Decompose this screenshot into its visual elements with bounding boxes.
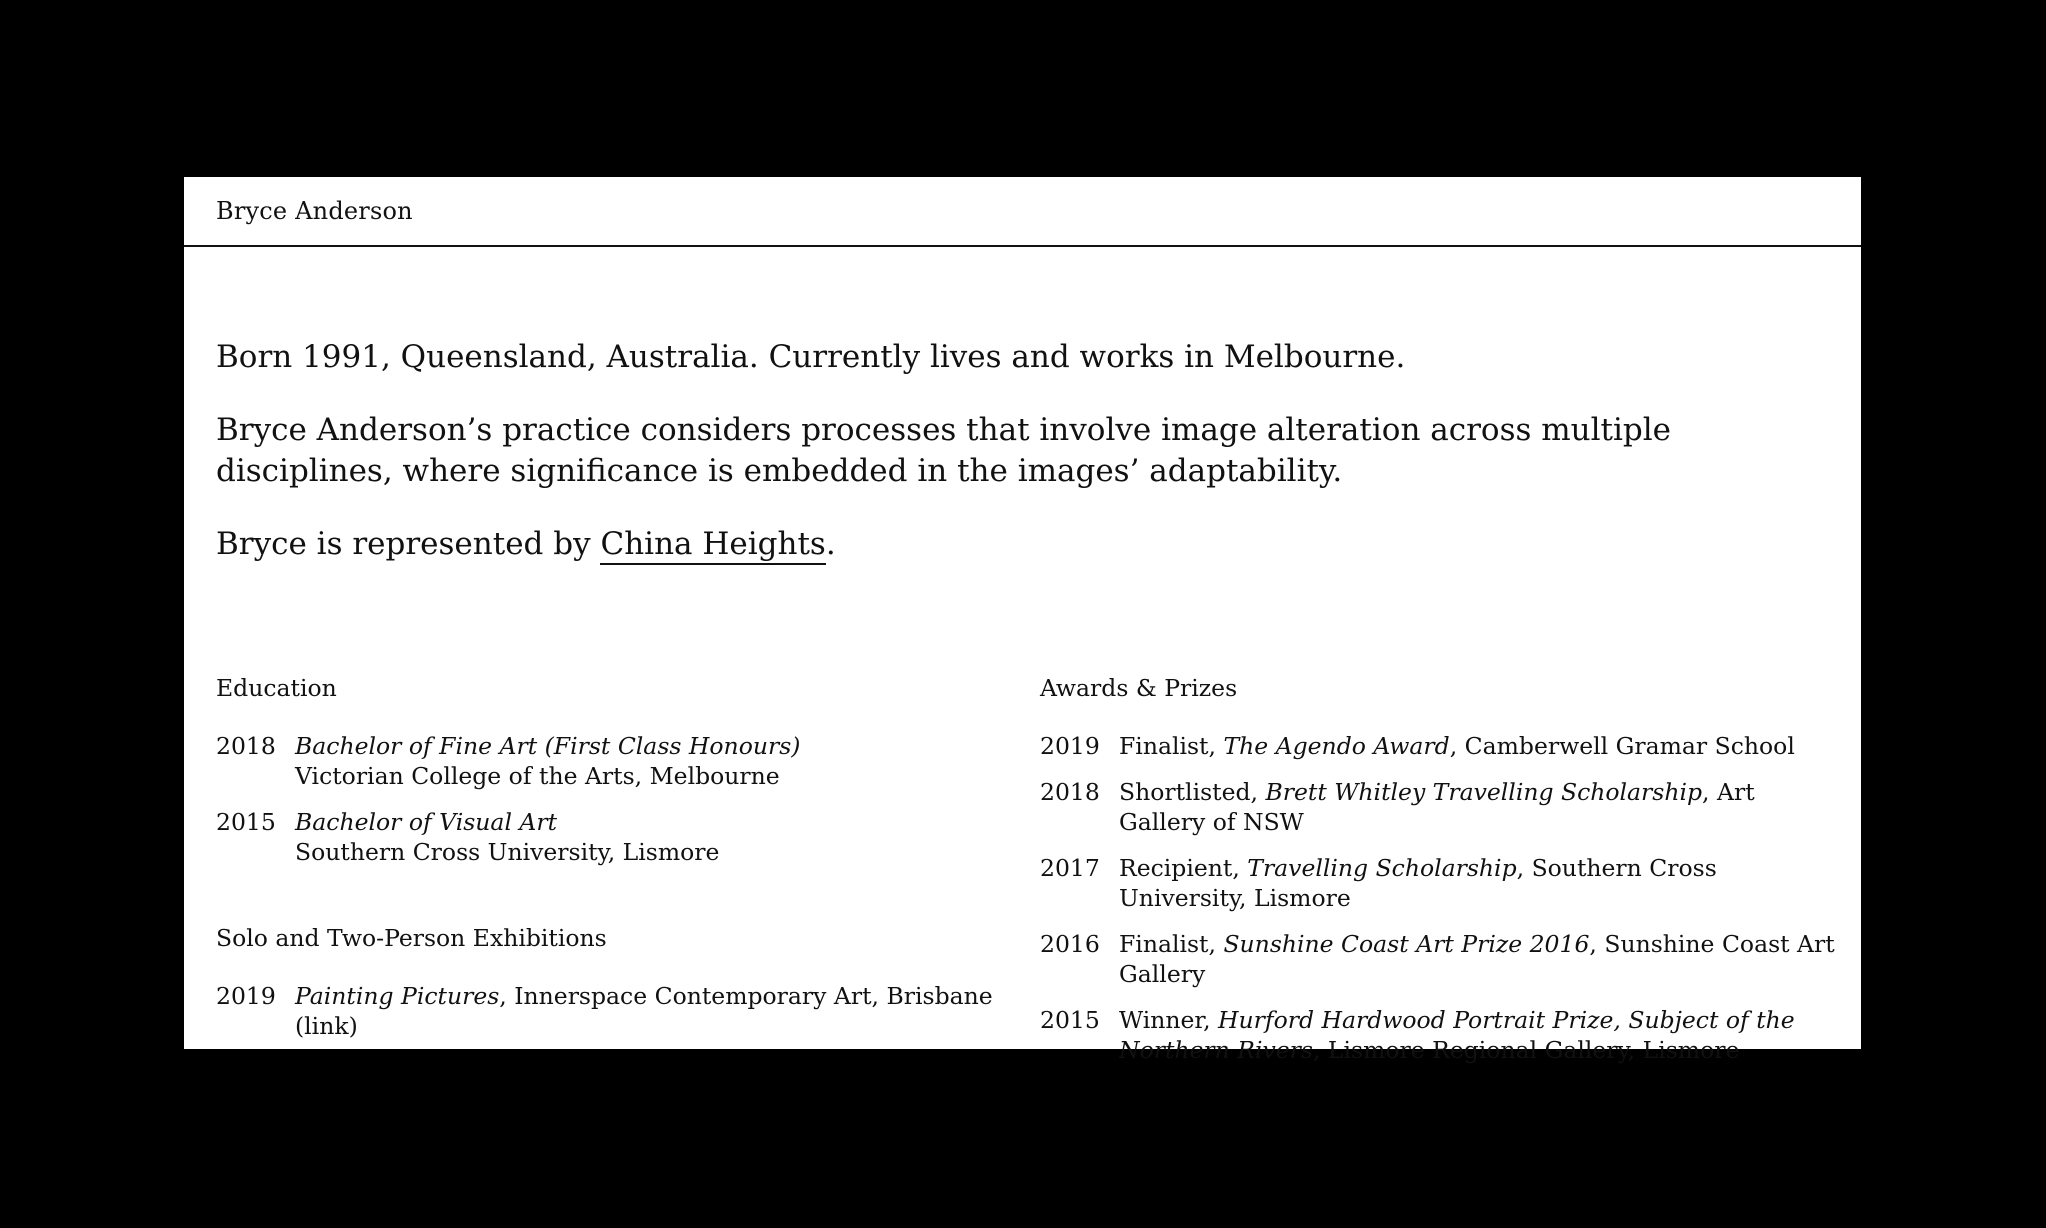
award-status: Finalist, xyxy=(1119,732,1224,760)
institution: Southern Cross University, Lismore xyxy=(295,838,720,866)
award-title: Sunshine Coast Art Prize 2016 xyxy=(1223,930,1590,958)
entry-body xyxy=(1119,1005,1840,1065)
award-status: Finalist, xyxy=(1119,930,1224,958)
award-status: Recipient, xyxy=(1119,854,1248,882)
representation-prefix: Bryce is represented by xyxy=(216,526,601,562)
right-column xyxy=(1040,673,1840,1081)
entry-body xyxy=(295,731,996,791)
exhibition-link[interactable]: (link) xyxy=(295,1012,358,1040)
exhibition-venue: , Innerspace Contemporary Art, Brisbane xyxy=(499,982,993,1010)
entry-body xyxy=(1119,731,1840,761)
award-organisation: , Sunshine Coast Art Gallery xyxy=(1119,930,1835,988)
exhibition-title: Painting Pictures xyxy=(295,982,500,1010)
award-entry xyxy=(1040,731,1840,761)
entry-year: 2016 xyxy=(1040,930,1100,958)
entry-year: 2019 xyxy=(216,982,276,1010)
exhibitions-heading: Solo and Two-Person Exhibitions xyxy=(216,924,607,952)
entry-body xyxy=(1119,929,1840,989)
award-organisation: , Southern Cross University, Lismore xyxy=(1119,854,1717,912)
practice-text: Bryce Anderson’s practice considers processes that involve image alteration across multiple disciplines, where significance is embedded in the images’ adaptability. xyxy=(216,412,1672,489)
entry-year: 2019 xyxy=(1040,732,1100,760)
award-title: Travelling Scholarship xyxy=(1247,854,1517,882)
exhibition-entry xyxy=(216,981,996,1041)
awards-heading: Awards & Prizes xyxy=(1040,674,1238,702)
left-column xyxy=(216,673,996,1057)
award-status: Winner, xyxy=(1119,1006,1219,1034)
award-entry xyxy=(1040,1005,1840,1065)
award-organisation: , Lismore Regional Gallery, Lismore xyxy=(1312,1036,1740,1064)
intro-section xyxy=(216,337,1816,597)
entry-body xyxy=(295,981,996,1041)
entry-year: 2018 xyxy=(216,732,276,760)
award-status: Shortlisted, xyxy=(1119,778,1266,806)
site-header xyxy=(184,177,1861,247)
award-title: Brett Whitley Travelling Scholarship xyxy=(1265,778,1703,806)
degree-title: Bachelor of Fine Art (First Class Honours) xyxy=(295,732,801,760)
award-entry xyxy=(1040,929,1840,989)
award-entry xyxy=(1040,777,1840,837)
browser-page xyxy=(184,177,1861,1064)
entry-year: 2015 xyxy=(216,808,276,836)
degree-title: Bachelor of Visual Art xyxy=(295,808,558,836)
education-heading: Education xyxy=(216,674,337,702)
born-text: Born 1991, Queensland, Australia. Currently lives and works in Melbourne. xyxy=(216,339,1406,375)
award-organisation: , Camberwell Gramar School xyxy=(1449,732,1795,760)
award-title: Hurford Hardwood Portrait Prize, Subject of the Northern Rivers xyxy=(1119,1006,1795,1064)
education-entry xyxy=(216,807,996,867)
china-heights-link[interactable]: China Heights xyxy=(600,526,825,565)
award-entry xyxy=(1040,853,1840,913)
education-entry xyxy=(216,731,996,791)
representation-text xyxy=(216,524,1816,565)
site-title-link[interactable]: Bryce Anderson xyxy=(216,197,413,225)
entry-body xyxy=(1119,853,1840,913)
award-organisation: , Art Gallery of NSW xyxy=(1119,778,1755,836)
representation-suffix: . xyxy=(825,526,836,562)
institution: Victorian College of the Arts, Melbourne xyxy=(295,762,780,790)
entry-year: 2018 xyxy=(1040,778,1100,806)
award-title: The Agendo Award xyxy=(1223,732,1450,760)
entry-year: 2017 xyxy=(1040,854,1100,882)
entry-body xyxy=(1119,777,1840,837)
entry-body xyxy=(295,807,996,867)
entry-year: 2015 xyxy=(1040,1006,1100,1034)
